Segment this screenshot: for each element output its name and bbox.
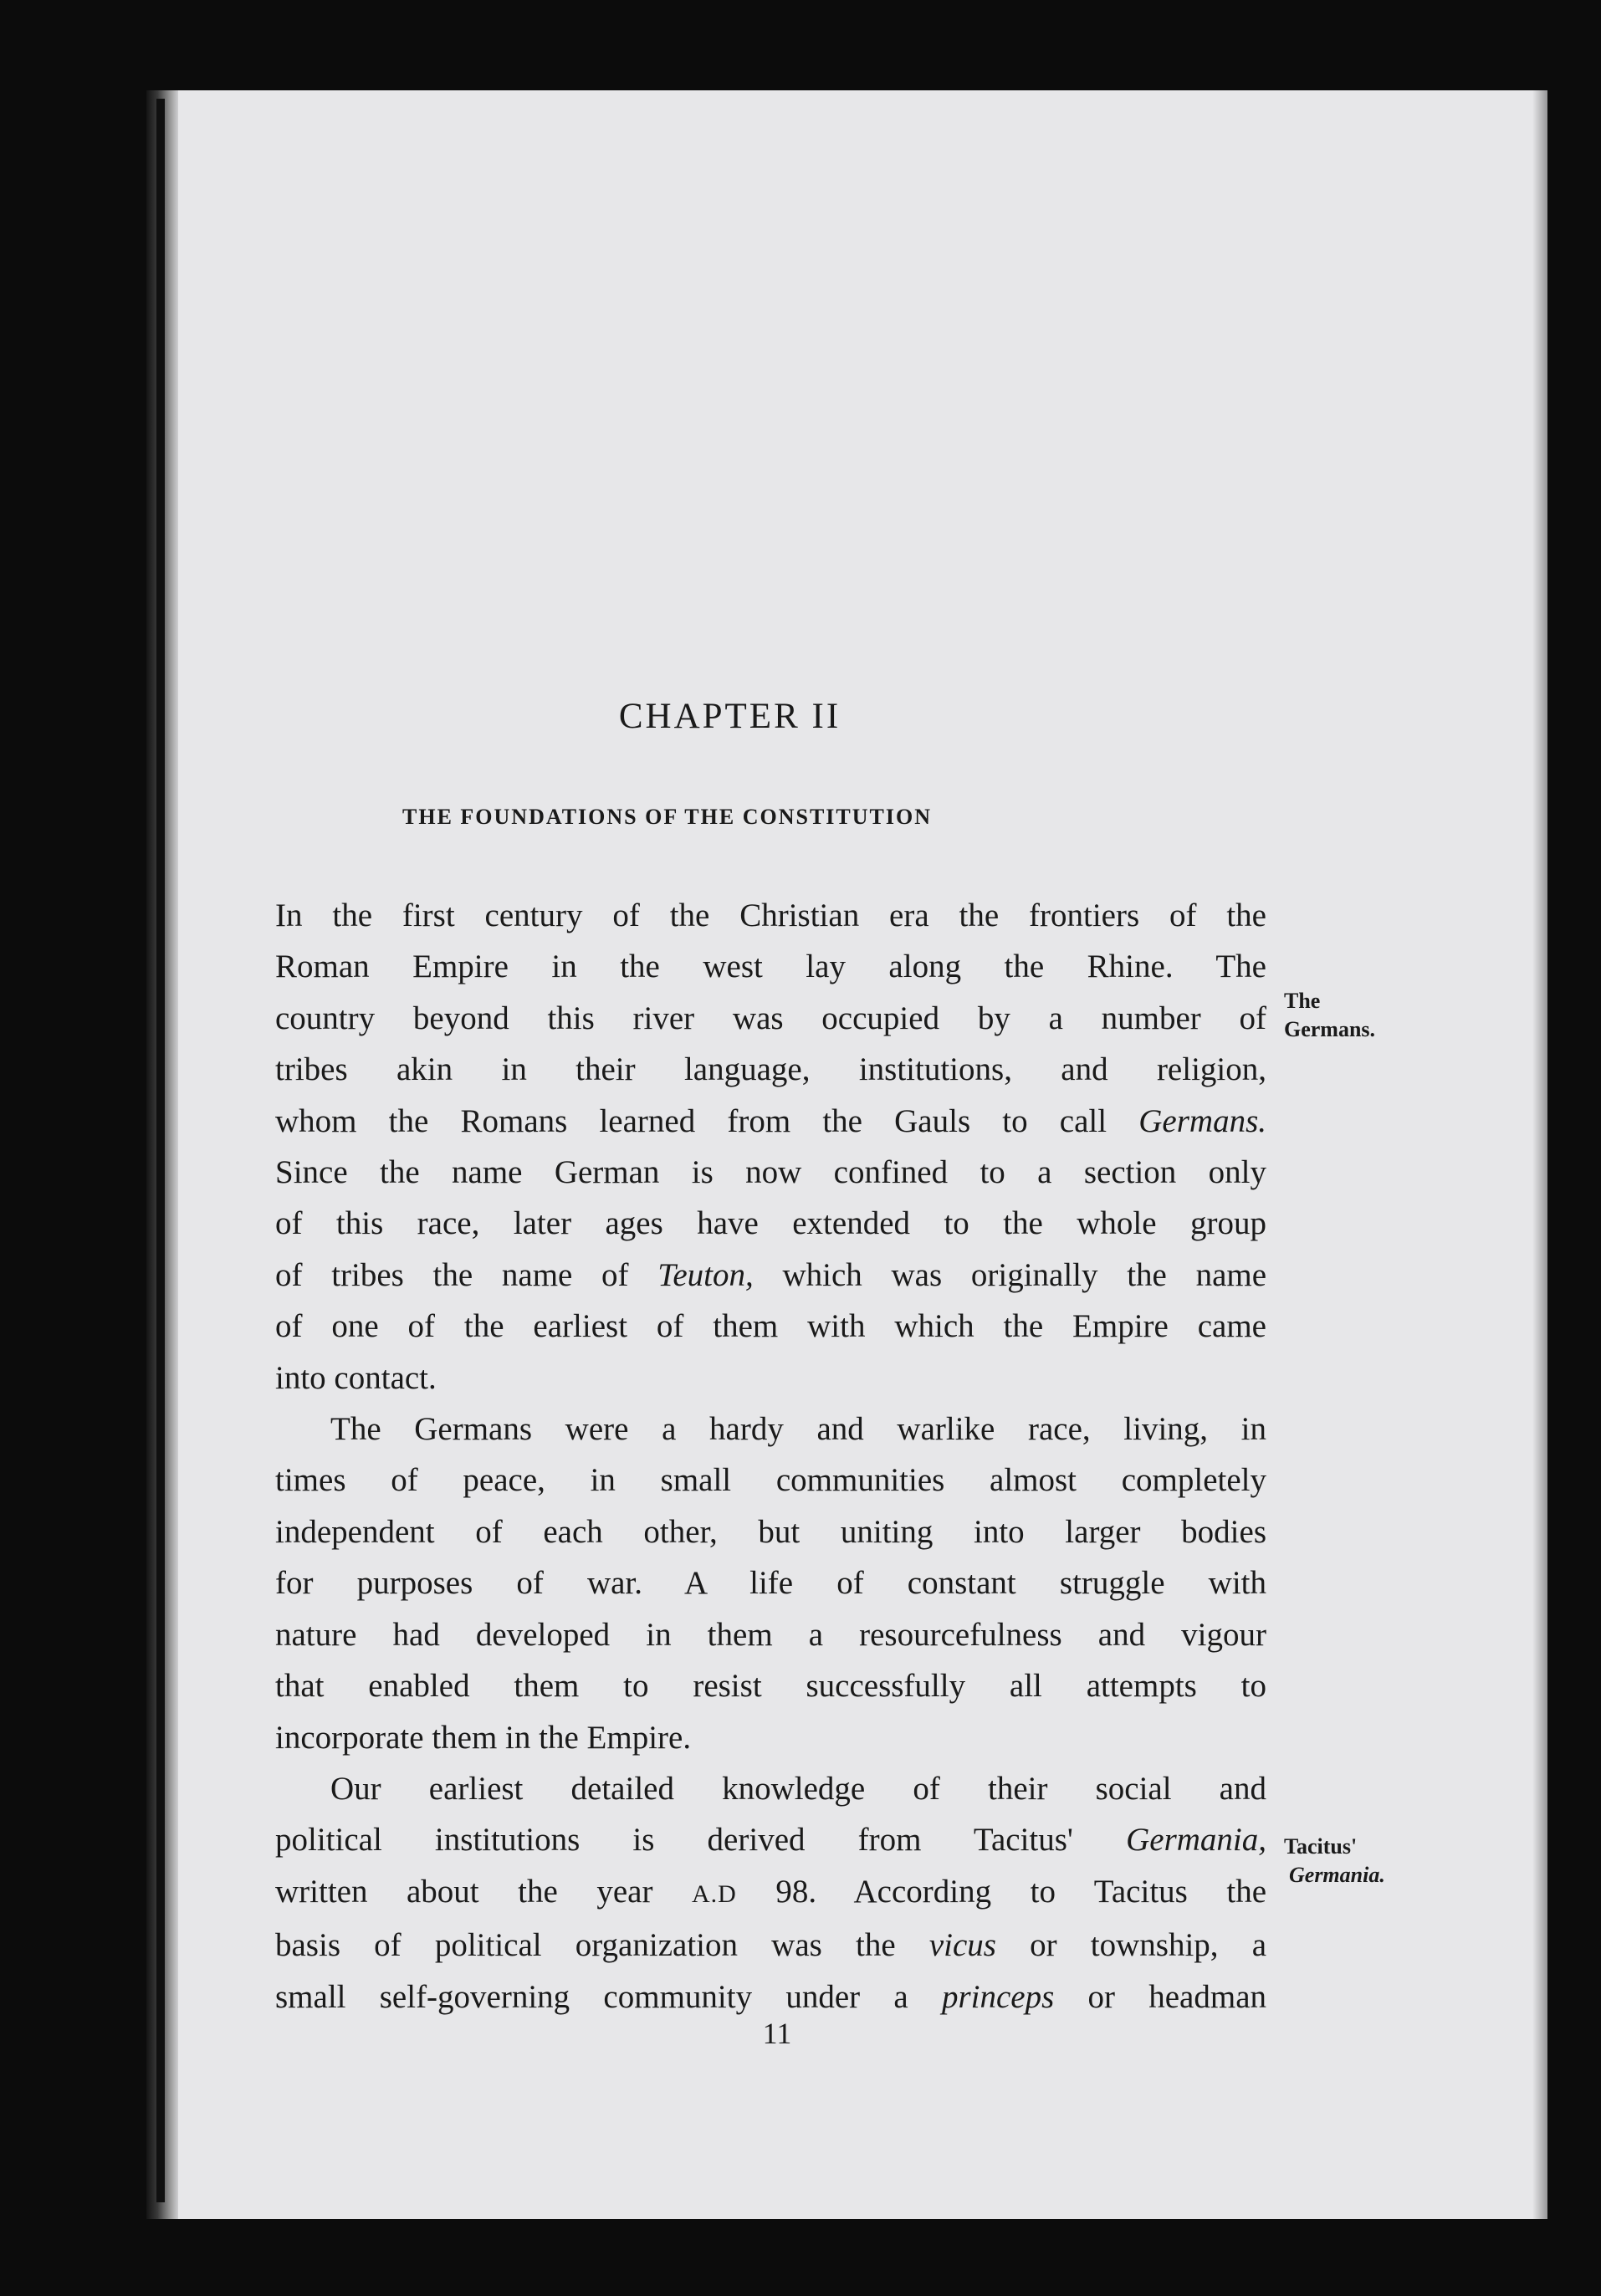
text-line: tribes akin in their language, institutions, and religion, — [275, 1051, 1266, 1088]
body-text — [275, 890, 1266, 2022]
book-page — [146, 90, 1547, 2219]
text-line: small self-governing community under a princeps or headman — [275, 1978, 1267, 2015]
italic-term: Teuton, — [657, 1256, 754, 1293]
text-line: into contact. — [275, 1359, 437, 1396]
text-line: of one of the earliest of them with which the Empire came — [275, 1308, 1266, 1345]
margin-note-tacitus: Tacitus' Germania. — [1284, 1834, 1385, 1887]
section-heading: THE FOUNDATIONS OF THE CONSTITUTION — [402, 805, 932, 829]
text-line: The Germans were a hardy and warlike race, living, in — [330, 1411, 1266, 1448]
text-line: of tribes the name of Teuton, which was originally the name — [275, 1256, 1267, 1293]
text-line: political institutions is derived from Tacitus' Germania, — [275, 1822, 1267, 1859]
chapter-heading: CHAPTER II — [618, 697, 841, 736]
text-line: Since the name German is now confined to a section only — [275, 1154, 1266, 1191]
text-line: of this race, later ages have extended to the whole group — [275, 1205, 1266, 1242]
text-line: times of peace, in small communities almost completely — [275, 1462, 1266, 1499]
text-line: Our earliest detailed knowledge of their social and — [330, 1770, 1266, 1807]
text-line: whom the Romans learned from the Gauls to call Germans. — [275, 1102, 1267, 1139]
text-line: independent of each other, but uniting into larger bodies — [275, 1513, 1266, 1550]
text-line: incorporate them in the Empire. — [275, 1719, 692, 1756]
text-line: written about the year A.D 98. According to Tacitus the — [275, 1873, 1267, 1910]
text-line: for purposes of war. A life of constant struggle with — [275, 1565, 1266, 1602]
margin-note-germans: The Germans. — [1284, 989, 1376, 1041]
text-line: In the first century of the Christian era the frontiers of the — [275, 897, 1266, 933]
opening-word: In — [275, 897, 303, 933]
era-abbreviation: A.D — [691, 1879, 737, 1908]
italic-term: Germans. — [1138, 1102, 1267, 1139]
italic-term: vicus — [928, 1927, 996, 1964]
gutter-shadow — [156, 99, 165, 2202]
text-line: country beyond this river was occupied by a number of — [275, 1000, 1266, 1036]
text-line: nature had developed in them a resourcefulness and vigour — [275, 1616, 1266, 1653]
page-number: 11 — [762, 2017, 792, 2050]
text-line: Roman Empire in the west lay along the Rhine. The — [275, 949, 1266, 985]
italic-term: Germania, — [1126, 1822, 1267, 1859]
italic-term: princeps — [941, 1978, 1055, 2015]
text-line: that enabled them to resist successfully all attempts to — [275, 1668, 1266, 1705]
text-line: basis of political organization was the vicus or township, a — [275, 1927, 1267, 1964]
